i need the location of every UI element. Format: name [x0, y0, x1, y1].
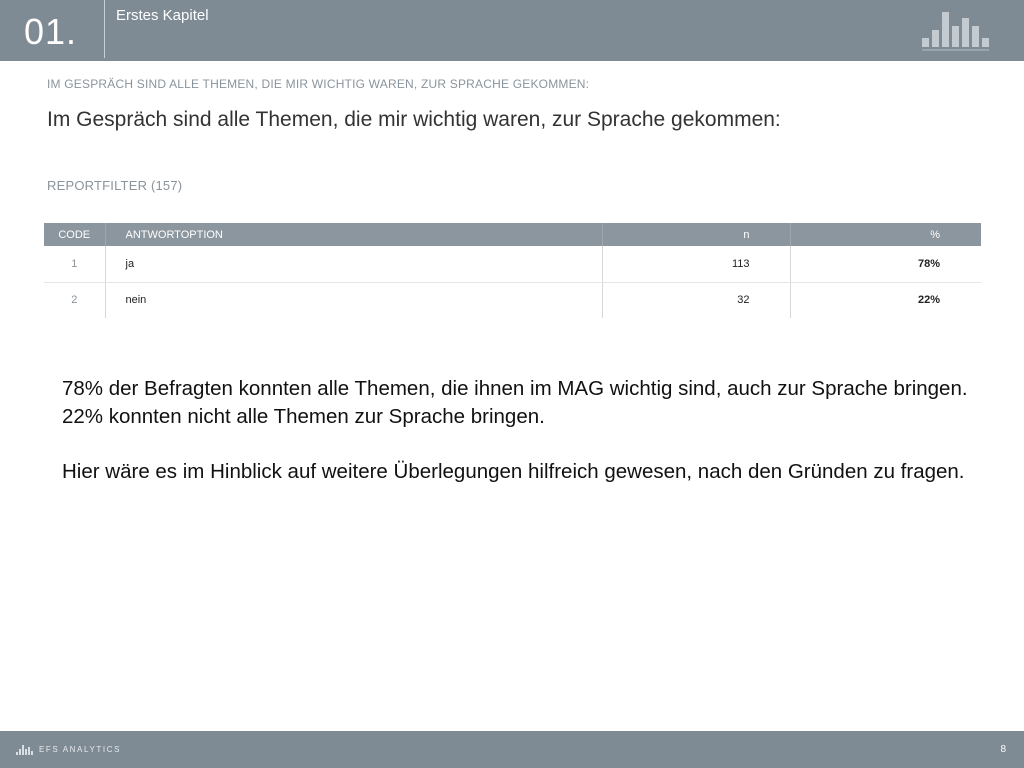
summary-line-1: 78% der Befragten konnten alle Themen, die ihnen im MAG wichtig sind, auch zur Sprache bringen. [62, 377, 968, 400]
row-code: 1 [44, 246, 105, 282]
results-table [44, 223, 981, 318]
question-title: Im Gespräch sind alle Themen, die mir wichtig waren, zur Sprache gekommen: [47, 108, 781, 131]
chapter-number: 01. [24, 11, 78, 52]
page-number: 8 [1000, 744, 1006, 755]
footer-logo [16, 745, 121, 755]
footer-bar [0, 731, 1024, 768]
row-answer: nein [105, 282, 602, 318]
header-divider [104, 0, 105, 58]
report-filter-label: REPORTFILTER (157) [47, 178, 183, 193]
summary-spacer [62, 430, 972, 458]
column-header-answer: ANTWORTOPTION [105, 223, 602, 246]
question-caps: IM GESPRÄCH SIND ALLE THEMEN, DIE MIR WICHTIG WAREN, ZUR SPRACHE GEKOMMEN: [47, 77, 590, 91]
row-code: 2 [44, 282, 105, 318]
summary-line-3: Hier wäre es im Hinblick auf weitere Überlegungen hilfreich gewesen, nach den Gründen zu fragen. [62, 459, 965, 483]
bar-chart-logo-icon [920, 10, 996, 52]
table-row [44, 282, 981, 318]
row-n: 32 [602, 282, 790, 318]
row-answer: ja [105, 246, 602, 282]
row-percent: 78% [790, 246, 981, 282]
row-percent: 22% [917, 294, 940, 307]
footer-bar-chart-icon [16, 745, 33, 755]
chapter-title: Erstes Kapitel [116, 7, 209, 24]
header-bar [0, 0, 1024, 61]
column-header-n: n [602, 223, 790, 246]
table-row [44, 246, 981, 282]
column-header-percent: % [790, 223, 981, 246]
column-header-code: CODE [44, 223, 105, 246]
summary-text [62, 375, 972, 485]
footer-brand: EFS ANALYTICS [39, 745, 122, 754]
row-n: 113 [602, 246, 790, 282]
table-header-row [44, 223, 981, 246]
summary-line-2: 22% konnten nicht alle Themen zur Sprache bringen. [62, 404, 545, 428]
